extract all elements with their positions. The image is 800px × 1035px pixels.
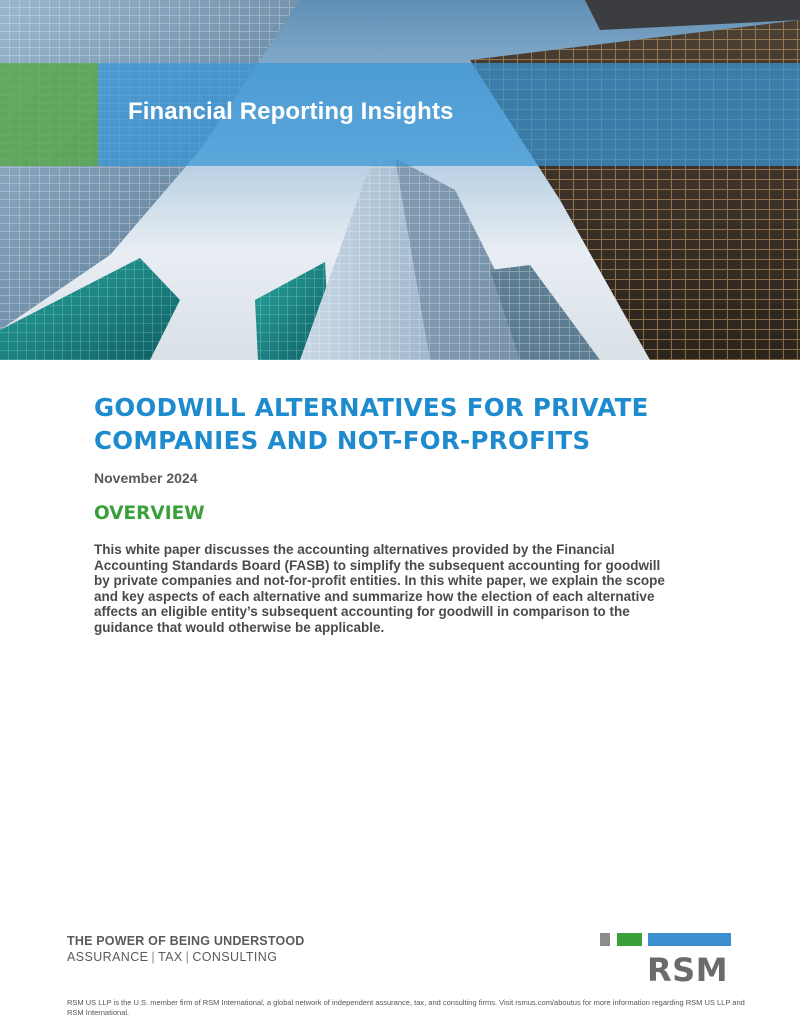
rsm-logo-bars bbox=[600, 933, 731, 946]
overview-line: by private companies and not-for-profit entities. In this white paper, we explain the scope bbox=[94, 573, 665, 589]
overview-line: Accounting Standards Board (FASB) to simplify the subsequent accounting for goodwill bbox=[94, 557, 661, 573]
disclaimer-line: RSM International. bbox=[67, 1008, 130, 1017]
document-title-line: GOODWILL ALTERNATIVES FOR PRIVATE bbox=[94, 393, 649, 422]
overview-line: This white paper discusses the accounting alternatives provided by the Financial bbox=[94, 542, 615, 557]
overview-paragraph bbox=[94, 542, 714, 636]
cover-image bbox=[0, 0, 800, 360]
skyscrapers-illustration bbox=[0, 0, 800, 360]
legal-disclaimer bbox=[67, 998, 747, 1018]
overview-line: guidance that would otherwise be applicable. bbox=[94, 619, 385, 635]
document-title-line: COMPANIES AND NOT-FOR-PROFITS bbox=[94, 426, 591, 455]
services-list bbox=[67, 950, 277, 964]
disclaimer-line: RSM US LLP is the U.S. member firm of RSM International, a global network of independent assurance, tax, and consulting firms. Visit rsmus.com/aboutus for more information regarding RSM US LLP and bbox=[67, 998, 745, 1007]
document-title bbox=[94, 391, 734, 457]
service-separator: | bbox=[185, 950, 190, 964]
overview-heading: OVERVIEW bbox=[94, 503, 205, 524]
logo-bar-green bbox=[617, 933, 642, 946]
overview-line: and key aspects of each alternative and summarize how the election of each alternative bbox=[94, 588, 655, 604]
service-separator: | bbox=[151, 950, 156, 964]
series-title: Financial Reporting Insights bbox=[128, 98, 454, 125]
publication-date: November 2024 bbox=[94, 470, 198, 486]
brand-tagline: THE POWER OF BEING UNDERSTOOD bbox=[67, 934, 305, 948]
rsm-logo: RSM bbox=[647, 951, 729, 989]
logo-bar-gray bbox=[600, 933, 610, 946]
logo-bar-blue bbox=[648, 933, 731, 946]
banner-green-block bbox=[0, 63, 98, 166]
service-assurance: ASSURANCE bbox=[67, 950, 149, 964]
overview-line: affects an eligible entity’s subsequent accounting for goodwill in comparison to the bbox=[94, 604, 630, 620]
service-consulting: CONSULTING bbox=[192, 950, 278, 964]
service-tax: TAX bbox=[158, 950, 183, 964]
